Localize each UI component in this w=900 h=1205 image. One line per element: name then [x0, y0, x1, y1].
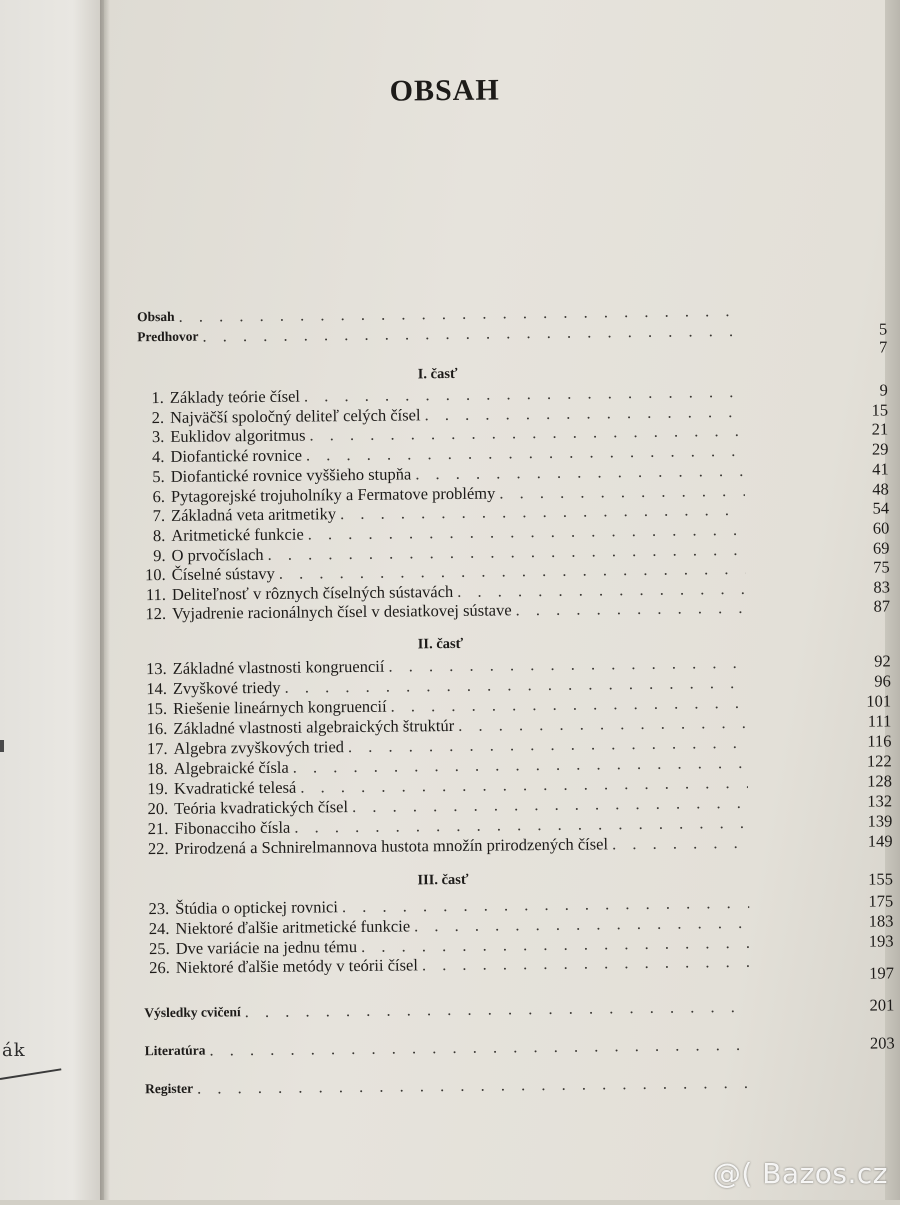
toc-entry-label: Základné vlastnosti kongruencií [172, 656, 385, 678]
toc-entry-label: Kvadratické telesá [173, 777, 297, 798]
toc-entry-number: 20. [147, 798, 169, 819]
toc-entry-label: Niektoré ďalšie metódy v teórii čísel [175, 955, 418, 977]
toc-entry-label: Diofantické rovnice vyššieho stupňa [170, 464, 412, 486]
toc-entry-page: 122 [866, 751, 892, 771]
toc-entry-label: Teória kvadratických čísel [174, 797, 349, 818]
toc-entry-label: Register [145, 1080, 194, 1097]
toc-entry-page: 54 [872, 498, 890, 518]
toc-entry-number: 2. [151, 407, 165, 428]
toc-entry-number: 24. [148, 918, 170, 939]
toc-entry-page: 29 [871, 439, 889, 459]
toc-entry-number: 16. [146, 718, 168, 739]
toc-entry-label: Pytagorejské trojuholníky a Fermatove problémy [170, 483, 496, 506]
dot-leader [209, 1035, 750, 1061]
toc-entry-page: 69 [872, 538, 890, 558]
toc-entry-number: 12. [145, 603, 167, 624]
toc-entry-number: 8. [152, 525, 166, 546]
toc-entry-number: 19. [147, 778, 169, 799]
toc-entry-label: O prvočíslach [171, 544, 264, 565]
toc-entry-label: Výsledky cvičení [144, 1004, 241, 1021]
toc-entry-number: 7. [152, 505, 166, 526]
toc-entry-number: 9. [153, 545, 166, 566]
toc-entry-number: 26. [149, 957, 170, 978]
toc-entry-page [835, 1091, 895, 1092]
toc-entry-label: Dve variácie na jednu tému [175, 936, 358, 958]
toc-entry-page: 7 [879, 337, 888, 357]
toc-entry-number: 5. [152, 466, 165, 487]
toc-entry-page: 197 [869, 963, 895, 983]
toc-entry-page: 87 [873, 596, 891, 616]
toc-entry-page: 203 [869, 1033, 895, 1053]
toc-entry-vysledky [144, 995, 895, 1023]
toc-entry-page: 111 [867, 711, 892, 731]
toc-entry-label: Číselné sústavy [171, 563, 275, 584]
toc-entry-page: 21 [871, 419, 889, 439]
toc-entry-label: Základná veta aritmetiky [170, 504, 337, 525]
toc-entry-label: Prirodzená a Schnirelmannova hustota množín prirodzených čísel [174, 834, 609, 858]
toc-entry-page: 9 [879, 380, 888, 400]
toc-entry-label: Diofantické rovnice [170, 445, 303, 466]
toc-entry-page: 60 [872, 518, 890, 538]
dot-leader [516, 598, 747, 620]
toc-entry-page: 101 [866, 691, 892, 711]
toc-entry-page: 193 [868, 931, 894, 951]
toc-entry-number: 18. [147, 758, 168, 779]
toc-entry-label: Niektoré ďalšie aritmetické funkcie [175, 916, 411, 938]
toc-entry-number: 11. [145, 584, 167, 605]
toc-entry-page: 128 [867, 771, 893, 791]
toc-entry-number: 10. [144, 564, 166, 585]
toc-entry-page: 132 [867, 791, 893, 811]
part-heading-2: II. časť [417, 635, 464, 653]
toc-entry-label: Štúdia o optickej rovnici [175, 897, 338, 918]
dot-leader [197, 1073, 751, 1099]
watermark-bazos: @( Bazos.cz [712, 1157, 888, 1190]
toc-entry-page: 116 [867, 731, 892, 751]
toc-entry-number: 13. [145, 658, 167, 679]
toc-entry-page: 175 [868, 891, 894, 911]
toc-entry-label: Vyjadrenie racionálnych čísel v desiatkovej sústave [172, 600, 512, 623]
toc-entry-label: Fibonacciho čísla [174, 817, 291, 838]
toc-entry-number: 4. [152, 446, 165, 467]
toc-entry-page: 183 [868, 911, 894, 931]
toc-entry-page: 92 [874, 651, 891, 671]
toc-entry-literatura [144, 1033, 895, 1061]
toc-entry-page: 75 [873, 557, 890, 577]
toc-entry-page: 96 [874, 671, 891, 691]
toc-entry-label: Literatúra [144, 1042, 206, 1059]
part-heading-3: III. časť [417, 871, 469, 889]
toc-entry-label: Aritmetické funkcie [171, 524, 304, 545]
toc-entry-label: Algebraické čísla [173, 757, 289, 778]
toc-entry-page: 139 [867, 811, 893, 831]
toc-entry-number: 14. [146, 678, 168, 699]
toc-entry-number: 15. [146, 698, 168, 719]
page-title: OBSAH [389, 73, 500, 108]
toc-entry-number: 6. [152, 486, 165, 507]
toc-entry-page: 83 [873, 577, 890, 597]
toc-entry-label: Predhovor [137, 328, 199, 345]
toc-entry-page: 5 [878, 319, 888, 339]
toc-entry-page: 201 [869, 995, 895, 1015]
toc-entry-number: 17. [146, 738, 168, 759]
toc-entry-label: Základy teórie čísel [169, 386, 301, 407]
toc-entry-number: 23. [148, 898, 170, 919]
toc-entry-page: 41 [872, 459, 889, 479]
toc-entry-label: Zvyškové triedy [172, 677, 281, 698]
toc-entry-label: Algebra zvyškových tried [173, 737, 345, 758]
dot-leader [612, 833, 749, 854]
toc-entry-number: 21. [147, 818, 169, 839]
toc-entry-page: 155 [868, 869, 894, 889]
left-page-fragment: ák [2, 1040, 26, 1061]
toc-entry-register [145, 1071, 755, 1099]
toc-entry-page: 15 [871, 400, 889, 420]
part-heading-1: I. časť [417, 365, 458, 383]
dot-leader [245, 997, 751, 1022]
toc-entry-page: 149 [867, 831, 893, 851]
toc-entry-number: 1. [151, 387, 164, 408]
toc-entry-label: Euklidov algoritmus [170, 425, 306, 446]
toc-entry-page: 48 [872, 479, 889, 499]
toc-entry-number: 3. [151, 426, 165, 447]
toc-entry-number: 25. [148, 938, 170, 959]
toc-entry-label: Najväčší spoločný deliteľ celých čísel [169, 405, 421, 427]
toc-entry-label: Deliteľnosť v rôznych číselných sústavách [171, 581, 454, 604]
toc-entry-label: Riešenie lineárnych kongruencií [173, 696, 387, 718]
toc-entry-number: 22. [147, 838, 169, 859]
toc-entry-label: Obsah [136, 308, 175, 325]
toc-entry-label: Základné vlastnosti algebraických štruktúr [173, 715, 455, 738]
